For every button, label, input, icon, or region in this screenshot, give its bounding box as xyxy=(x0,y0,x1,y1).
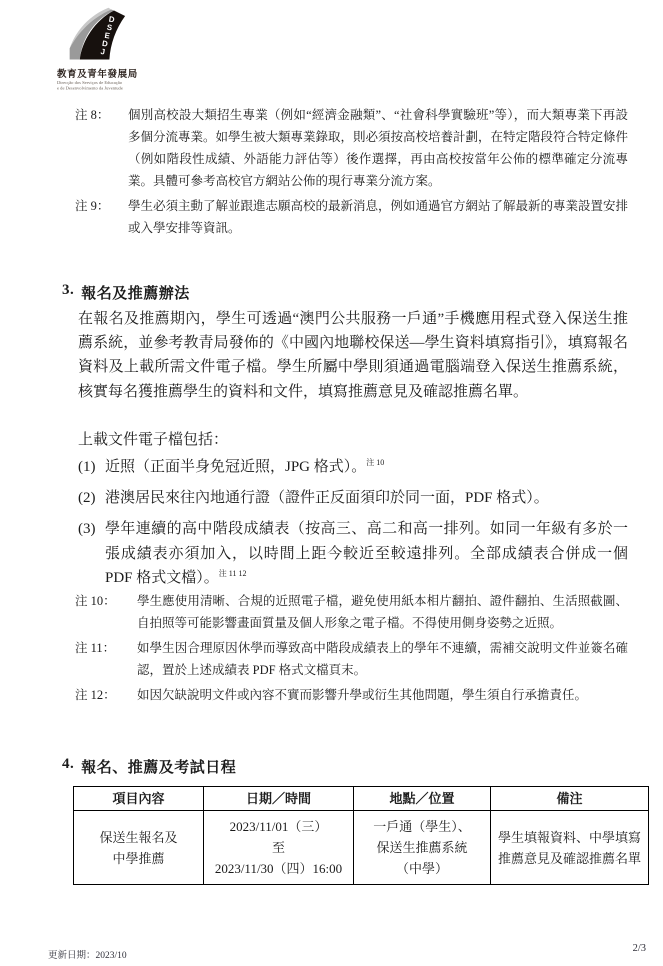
notes-8-9 xyxy=(75,104,628,242)
cell-item-content xyxy=(74,811,204,885)
upload-item-1 xyxy=(78,455,628,479)
section-4-number: 4. xyxy=(62,756,75,772)
upload-item-3 xyxy=(78,517,628,590)
note-10 xyxy=(75,590,628,634)
footer-update-date: 更新日期：2023/10 xyxy=(48,951,127,961)
schedule-header-row xyxy=(74,787,649,811)
note-12-label: 注 12： xyxy=(75,688,116,702)
note-12-text: 如因欠缺說明文件或內容不實而影響升學或衍生其他問題，學生須自行承擔責任。 xyxy=(137,688,588,702)
note-10-label: 注 10： xyxy=(75,594,116,608)
header-remark: 備注 xyxy=(491,787,649,811)
note-9-label: 注 9： xyxy=(75,199,110,213)
location-line-3: （中學） xyxy=(395,861,448,876)
acronym-letter: D xyxy=(101,38,109,49)
upload-item-2-text xyxy=(105,486,628,510)
schedule-row xyxy=(74,811,649,885)
upload-item-1-number: (1) xyxy=(78,459,96,475)
upload-item-2 xyxy=(78,486,628,510)
upload-item-2-body: 港澳居民來往內地通行證（證件正反面須印於同一面，PDF 格式）。 xyxy=(105,490,549,507)
notes-10-12 xyxy=(75,590,628,709)
note-12 xyxy=(75,684,628,706)
date-line-1: 2023/11/01（三） xyxy=(229,819,328,834)
note-9-text: 學生必須主動了解並跟進志願高校的最新消息，例如通過官方網站了解最新的專業設置安排或入學安排等資訊。 xyxy=(128,199,629,235)
item-line-2: 中學推薦 xyxy=(112,850,165,866)
upload-item-2-number: (2) xyxy=(78,490,96,507)
note-8-text: 個別高校設大類招生專業（例如“經濟金融類”、“社會科學實驗班”等），而大類專業下再設多個分流專業。如學生被大類專業錄取，則必須按高校培養計劃，在特定階段符合特定條件（例如階段性成績、外語能力評估等）後作選擇，再由高校按當年公佈的標準確定分流專業。具體可參考高校官方網站公佈的現行專業分流方案。 xyxy=(128,108,629,188)
note-11-label: 注 11： xyxy=(75,641,116,655)
note-8-label: 注 8： xyxy=(75,108,110,122)
upload-item-1-text xyxy=(105,455,628,479)
note-9 xyxy=(75,195,628,239)
header-location: 地點／位置 xyxy=(354,787,491,811)
acronym-letter: E xyxy=(103,30,111,41)
location-line-1: 一戶通（學生）、 xyxy=(373,819,471,834)
upload-item-3-number: (3) xyxy=(78,521,96,538)
section-3-heading xyxy=(62,282,190,303)
upload-item-1-footnote-ref: 注 10 xyxy=(366,458,385,467)
upload-intro: 上載文件電子檔包括： xyxy=(78,432,229,448)
note-11 xyxy=(75,637,628,681)
cell-location xyxy=(354,811,491,885)
logo-pt-line2: e de Desenvolvimento da Juventude xyxy=(57,85,123,91)
acronym-letter: J xyxy=(99,47,106,57)
cell-remark: 學生填報資料、中學填寫推薦意見及確認推薦名單 xyxy=(491,811,649,885)
header-date-time: 日期／時間 xyxy=(204,787,354,811)
footer-page-number: 2/3 xyxy=(632,943,646,954)
note-8 xyxy=(75,104,628,192)
upload-list xyxy=(78,455,628,597)
dsedj-logo xyxy=(57,4,167,99)
logo-name-chinese: 教育及青年發展局 xyxy=(57,70,138,80)
section-3-number: 3. xyxy=(62,282,75,298)
item-line-1: 保送生報名及 xyxy=(99,829,178,845)
acronym-letter: S xyxy=(106,22,113,33)
upload-item-1-body: 近照（正面半身免冠近照，JPG 格式）。 xyxy=(105,459,367,475)
note-10-text: 學生應使用清晰、合規的近照電子檔，避免使用紙本相片翻拍、證件翻拍、生活照截圖、自拍照等可能影響畫面質量及個人形象之電子檔。不得使用側身姿勢之近照。 xyxy=(137,594,628,630)
date-line-3: 2023/11/30（四）16:00 xyxy=(214,861,343,876)
date-line-2: 至 xyxy=(271,840,285,855)
logo-name-portuguese xyxy=(57,80,123,91)
header-item-content: 項目內容 xyxy=(74,787,204,811)
upload-item-3-footnote-ref: 注 11 12 xyxy=(218,568,247,578)
cell-date-time xyxy=(204,811,354,885)
upload-item-3-body: 學年連續的高中階段成績表（按高三、高二和高一排列。如同一年級有多於一張成績表亦須加入，以時間上距今較近至較遠排列。全部成績表合併成一個 PDF 格式文檔）。 xyxy=(105,521,628,586)
section-3-title: 報名及推薦辦法 xyxy=(81,286,190,302)
logo-pt-line1: Direcção dos Serviços de Educação xyxy=(57,80,123,86)
schedule-table xyxy=(73,786,649,885)
section-4-heading xyxy=(62,756,236,777)
section-4-title: 報名、推薦及考試日程 xyxy=(81,760,237,776)
section-3-paragraph: 在報名及推薦期內，學生可透過“澳門公共服務一戶通”手機應用程式登入保送生推薦系統，並參考教青局發佈的《中國內地聯校保送—學生資料填寫指引》，填寫報名資料及上載所需文件電子檔。學生所屬中學則須通過電腦端登入保送生推薦系統，核實每名獲推薦學生的資料和文件，填寫推薦意見及確認推薦名單。 xyxy=(78,311,628,400)
acronym-letter: D xyxy=(108,14,116,25)
note-11-text: 如學生因合理原因休學而導致高中階段成績表上的學年不連續，需補交說明文件並簽名確認，置於上述成績表 PDF 格式文檔頁末。 xyxy=(137,641,628,677)
location-line-2: 保送生推薦系統 xyxy=(376,840,468,855)
dsedj-logo-icon xyxy=(65,4,139,65)
upload-item-3-text xyxy=(105,517,628,590)
